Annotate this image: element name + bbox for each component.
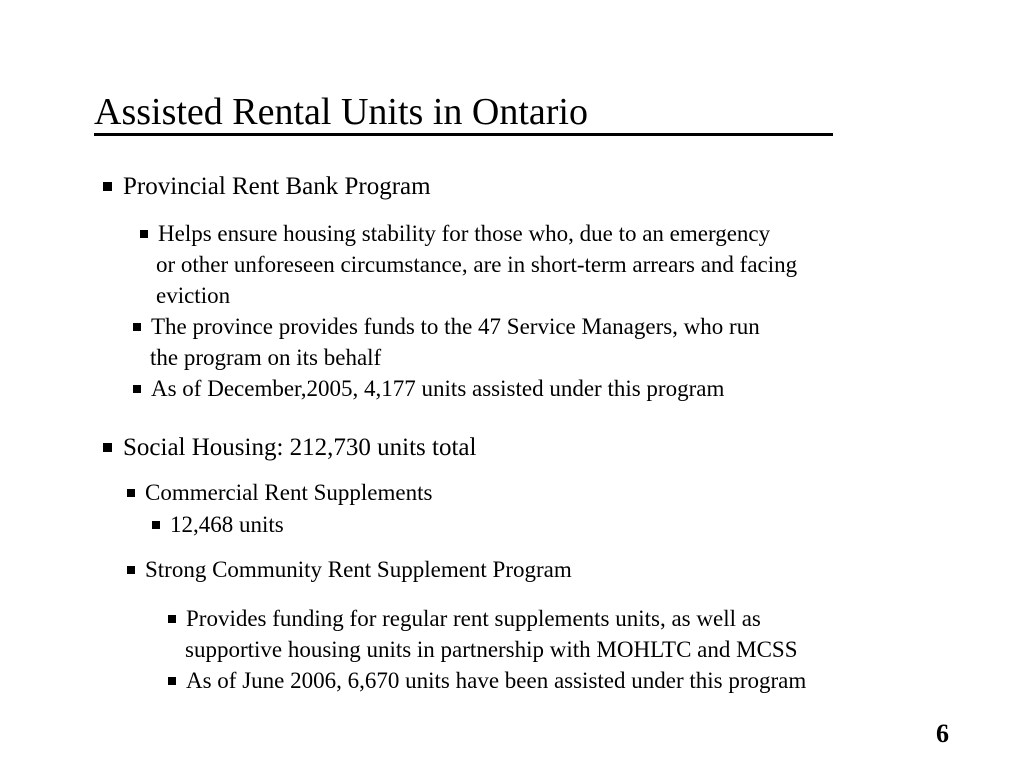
bullet-item-continuation <box>156 250 797 280</box>
bullet-text: 12,468 units <box>170 512 284 537</box>
square-bullet-icon <box>168 677 176 685</box>
square-bullet-icon <box>140 230 148 238</box>
bullet-item-level2 <box>127 555 572 585</box>
page-number: 6 <box>936 719 949 748</box>
bullet-text: Helps ensure housing stability for those who, due to an emergency <box>158 221 771 246</box>
square-bullet-icon <box>168 615 176 623</box>
bullet-text: eviction <box>156 283 231 308</box>
bullet-item-level3 <box>152 510 284 540</box>
square-bullet-icon <box>152 521 160 529</box>
bullet-text: As of December,2005, 4,177 units assisted under this program <box>151 376 725 401</box>
square-bullet-icon <box>127 489 135 497</box>
bullet-text: Provincial Rent Bank Program <box>123 173 431 200</box>
title-underline <box>94 133 833 136</box>
bullet-text: The province provides funds to the 47 Service Managers, who run <box>151 314 760 339</box>
bullet-item-continuation <box>150 343 381 373</box>
bullet-item-continuation <box>156 281 230 311</box>
bullet-item-level2 <box>140 219 770 249</box>
bullet-text: Social Housing: 212,730 units total <box>123 434 477 461</box>
square-bullet-icon <box>127 566 135 574</box>
bullet-text: Commercial Rent Supplements <box>145 480 433 505</box>
bullet-item-level1 <box>103 171 431 203</box>
bullet-item-level3 <box>168 604 761 634</box>
bullet-item-continuation <box>185 635 798 665</box>
bullet-item-level2 <box>133 312 760 342</box>
bullet-item-level2 <box>133 374 724 404</box>
square-bullet-icon <box>103 443 112 452</box>
bullet-text: Provides funding for regular rent supplements units, as well as <box>186 606 761 631</box>
square-bullet-icon <box>103 182 112 191</box>
bullet-text: the program on its behalf <box>150 345 382 370</box>
bullet-item-level1 <box>103 432 476 464</box>
bullet-text: supportive housing units in partnership with MOHLTC and MCSS <box>185 637 798 662</box>
bullet-text: Strong Community Rent Supplement Program <box>145 557 572 582</box>
bullet-item-level3 <box>168 666 806 696</box>
bullet-item-level2 <box>127 478 432 508</box>
bullet-text: As of June 2006, 6,670 units have been assisted under this program <box>186 668 807 693</box>
square-bullet-icon <box>133 385 141 393</box>
square-bullet-icon <box>133 323 141 331</box>
bullet-text: or other unforeseen circumstance, are in short-term arrears and facing <box>156 252 798 277</box>
slide-title: Assisted Rental Units in Ontario <box>94 91 588 133</box>
